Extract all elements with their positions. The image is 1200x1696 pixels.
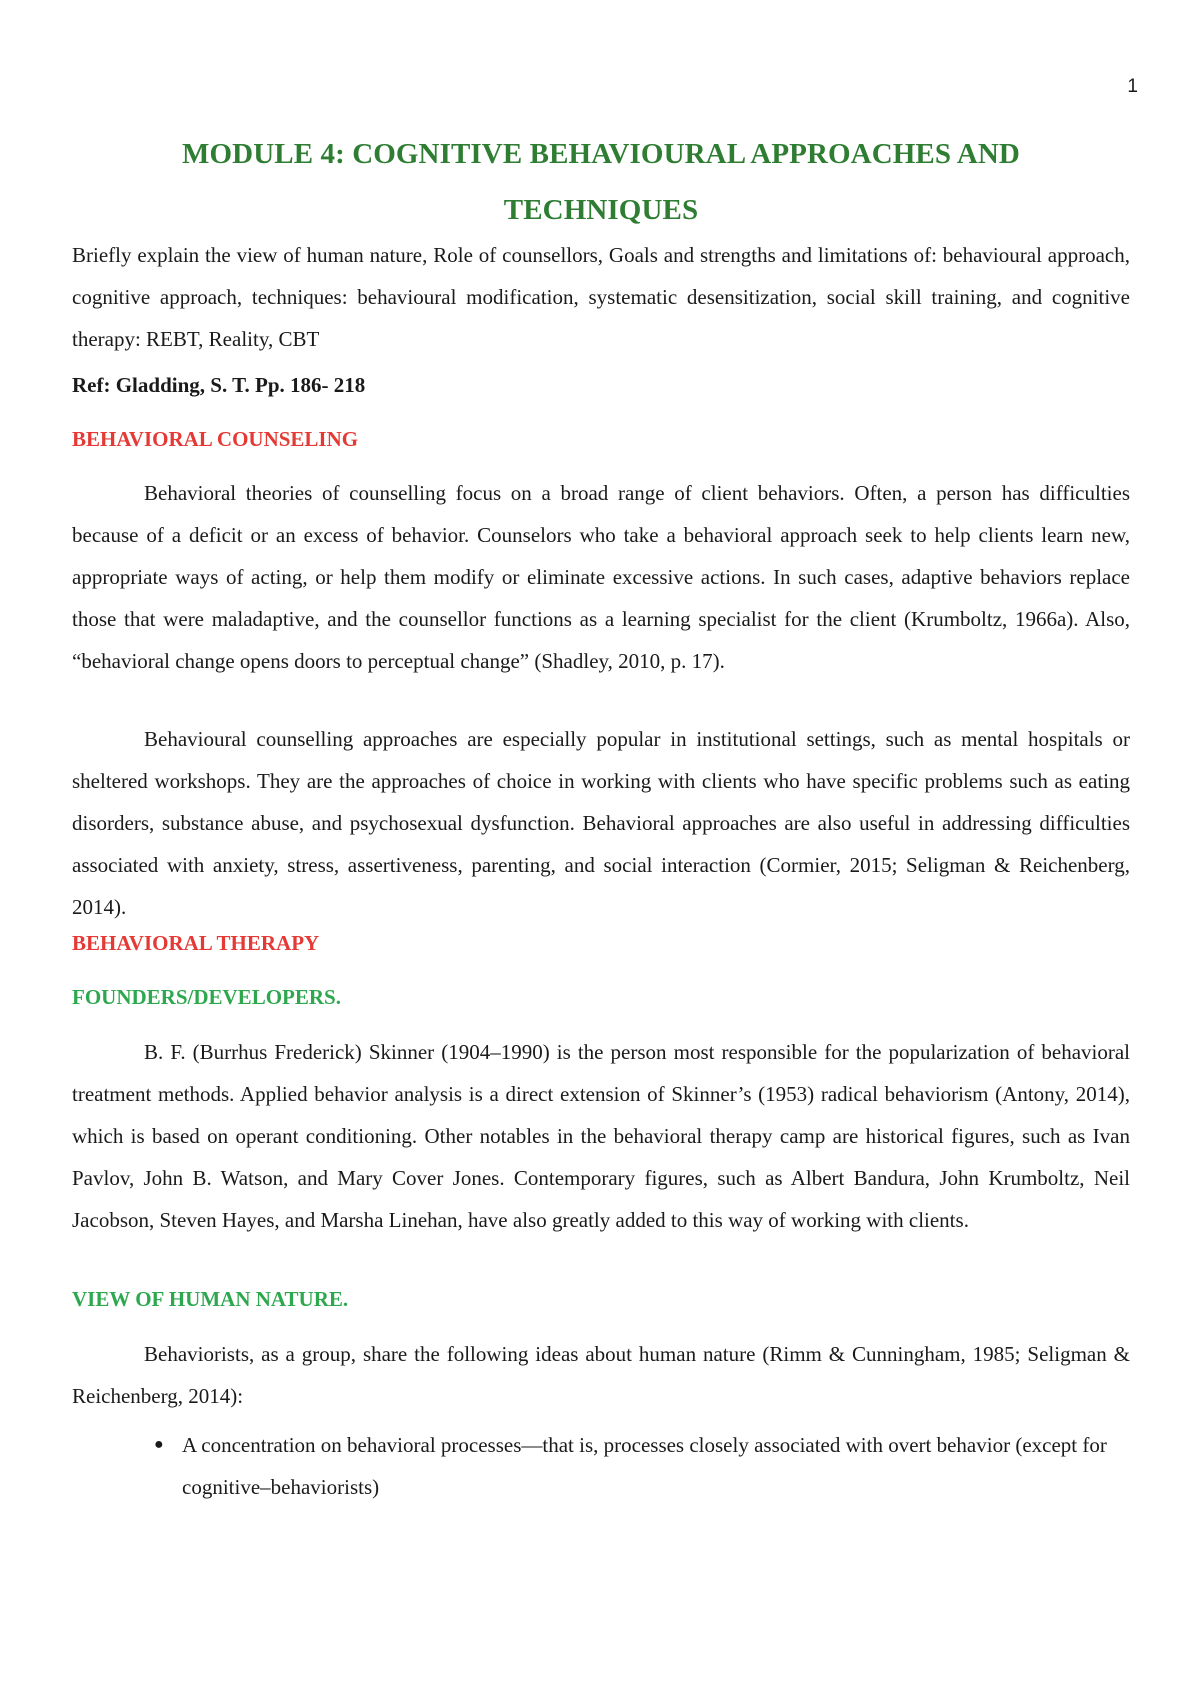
page-number: 1 xyxy=(1127,76,1138,97)
behavioral-counseling-paragraph-2 xyxy=(72,718,1130,928)
module-title-line-2: TECHNIQUES xyxy=(503,194,699,226)
paragraph: B. F. (Burrhus Frederick) Skinner (1904–1990) is the person most responsible for the popularization of behavioral treatment methods. Applied behavior analysis is a direct extension of Skinner’s (1953) radical behaviorism (Antony, 2014), which is based on operant conditioning. Other notables in the behavioral therapy camp are historical figures, such as Ivan Pavlov, John B. Watson, and Mary Cover Jones. Contemporary figures, such as Albert Bandura, John Krumboltz, Neil Jacobson, Steven Hayes, and Marsha Linehan, have also greatly added to this way of working with clients. xyxy=(72,1040,1130,1232)
bullet-text: A concentration on behavioral processes—that is, processes closely associated with overt behavior (except for cognitive–behaviorists) xyxy=(182,1433,1107,1499)
module-title-line-1: MODULE 4: COGNITIVE BEHAVIOURAL APPROACHES AND xyxy=(182,138,1020,170)
section-heading: BEHAVIORAL COUNSELING xyxy=(72,427,359,451)
section-behavioral-therapy xyxy=(72,922,1130,964)
human-nature-paragraph-block xyxy=(72,1333,1130,1417)
reference-block xyxy=(72,364,1130,406)
paragraph: Behavioural counselling approaches are especially popular in institutional settings, such as mental hospitals or sheltered workshops. They are the approaches of choice in working with clients who have specific problems such as eating disorders, substance abuse, and psychosexual dysfunction. Behavioral approaches are also useful in addressing difficulties associated with anxiety, stress, assertiveness, parenting, and social interaction (Cormier, 2015; Seligman & Reichenberg, 2014). xyxy=(72,727,1130,919)
intro-paragraph: Briefly explain the view of human nature, Role of counsellors, Goals and strengths and limitations of: behavioural approach, cognitive approach, techniques: behavioural modification, systematic desensitization, social skill training, and cognitive therapy: REBT, Reality, CBT xyxy=(72,243,1130,351)
intro-block xyxy=(72,234,1130,360)
section-behavioral-counseling xyxy=(72,418,1130,460)
human-nature-heading-block xyxy=(72,1278,1130,1320)
module-title xyxy=(72,126,1130,238)
section-heading: BEHAVIORAL THERAPY xyxy=(72,931,320,955)
bullet-icon: ● xyxy=(154,1436,164,1453)
paragraph: Behavioral theories of counselling focus on a broad range of client behaviors. Often, a person has difficulties because of a deficit or an excess of behavior. Counselors who take a behavioral approach seek to help clients learn new, appropriate ways of acting, or help them modify or eliminate excessive actions. In such cases, adaptive behaviors replace those that were maladaptive, and the counsellor functions as a learning specialist for the client (Krumboltz, 1966a). Also, “behavioral change opens doors to perceptual change” (Shadley, 2010, p. 17). xyxy=(72,481,1130,673)
behavioral-counseling-paragraph-1 xyxy=(72,472,1130,682)
bullet-list xyxy=(72,1424,1130,1508)
bullet-item xyxy=(72,1424,1130,1508)
founders-paragraph-block xyxy=(72,1031,1130,1241)
human-nature-bullets xyxy=(72,1424,1130,1508)
founders-heading-block xyxy=(72,976,1130,1018)
subsection-heading: FOUNDERS/DEVELOPERS. xyxy=(72,985,341,1009)
subsection-heading: VIEW OF HUMAN NATURE. xyxy=(72,1287,349,1311)
reference-text: Ref: Gladding, S. T. Pp. 186- 218 xyxy=(72,373,366,397)
paragraph: Behaviorists, as a group, share the following ideas about human nature (Rimm & Cunningham, 1985; Seligman & Reichenberg, 2014): xyxy=(72,1342,1130,1408)
